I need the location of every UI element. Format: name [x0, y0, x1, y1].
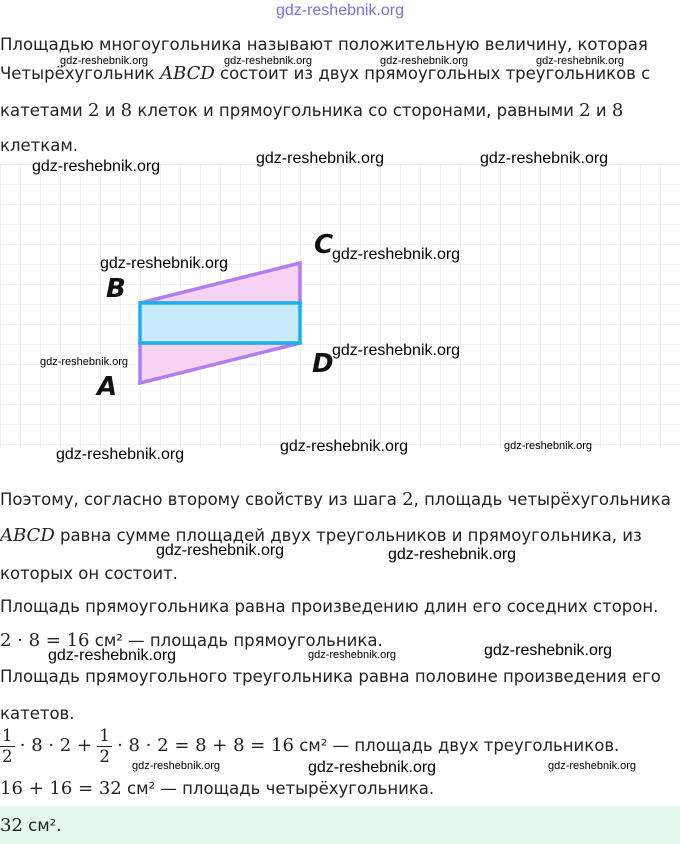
middle-rectangle: [140, 303, 300, 343]
answer-box: [0, 806, 680, 844]
answer-unit: см².: [28, 816, 62, 835]
watermark: gdz-reshebnik.org: [100, 255, 229, 272]
watermark: gdz-reshebnik.org: [536, 55, 625, 67]
watermark: gdz-reshebnik.org: [280, 438, 409, 455]
watermark: gdz-reshebnik.org: [156, 542, 285, 559]
quad-name: ABCD: [160, 63, 215, 84]
watermark: gdz-reshebnik.org: [56, 446, 185, 463]
watermark: gdz-reshebnik.org: [224, 55, 313, 67]
fraction-1-den: 2: [2, 747, 13, 766]
site-title[interactable]: gdz-reshebnik.org: [275, 2, 405, 19]
fraction-2-den: 2: [99, 747, 110, 766]
fraction-2: [97, 726, 112, 767]
watermark: gdz-reshebnik.org: [332, 342, 461, 359]
side-2: 2: [579, 100, 591, 121]
vertex-a-label: A: [97, 372, 118, 402]
paragraph1-line2: [0, 64, 650, 84]
fraction-2-num: 1: [99, 726, 110, 745]
watermark: gdz-reshebnik.org: [132, 760, 221, 772]
answer-value: 32: [0, 815, 23, 836]
watermark: gdz-reshebnik.org: [32, 158, 161, 175]
watermark: gdz-reshebnik.org: [380, 55, 469, 67]
paragraph1-line3-b: клеток и прямоугольника со сторонами, равными: [137, 101, 574, 120]
watermark: gdz-reshebnik.org: [548, 760, 637, 772]
paragraph4-line2: катетов.: [0, 704, 75, 723]
total-formula: 16 + 16 = 32: [0, 778, 122, 799]
watermark: gdz-reshebnik.org: [388, 546, 517, 563]
leg-8: 8: [120, 100, 133, 121]
watermark: gdz-reshebnik.org: [40, 356, 129, 368]
side-8: 8: [611, 100, 624, 121]
figure-grid: [0, 164, 680, 448]
grid-background: [0, 164, 680, 448]
watermark: gdz-reshebnik.org: [484, 642, 613, 659]
step-number: 2: [402, 489, 414, 510]
watermark: gdz-reshebnik.org: [504, 440, 593, 452]
rect-area-suffix: см² — площадь прямоугольника.: [94, 631, 383, 650]
fraction-1: [0, 726, 15, 767]
fraction-1-num: 1: [2, 726, 13, 745]
paragraph3-text: Площадь прямоугольника равна произведению длин его соседних сторон.: [0, 597, 659, 616]
paragraph1-line2-suffix: состоит из двух прямоугольных треугольников с: [220, 64, 651, 83]
watermark: gdz-reshebnik.org: [48, 647, 177, 664]
paragraph1-line3-a: катетами: [0, 101, 83, 120]
paragraph1-line3: [0, 101, 623, 121]
watermark: gdz-reshebnik.org: [480, 150, 609, 167]
and-word: и: [104, 101, 116, 120]
total-suffix: см² — площадь четырёхугольника.: [127, 779, 435, 798]
paragraph2-line1-suffix: , площадь четырёхугольника: [413, 490, 671, 509]
vertex-c-label: C: [314, 230, 334, 260]
paragraph2-line2: [0, 526, 642, 546]
paragraph4-line1: Площадь прямоугольного треугольника равна половине произведения его: [0, 667, 661, 686]
paragraph2-line1-prefix: Поэтому, согласно второму свойству из шага: [0, 490, 397, 509]
paragraph2-line1: [0, 490, 671, 510]
watermark: gdz-reshebnik.org: [308, 649, 397, 661]
paragraph1-line2-prefix: Четырёхугольник: [0, 64, 155, 83]
paragraph2-line2-suffix: равна сумме площадей двух треугольников и прямоугольника, из: [60, 526, 642, 545]
quad-name-2: ABCD: [0, 525, 55, 546]
watermark: gdz-reshebnik.org: [332, 246, 461, 263]
vertex-b-label: B: [106, 274, 126, 304]
triangles-formula-part1: · 8 · 2 +: [19, 735, 93, 756]
watermark: gdz-reshebnik.org: [308, 759, 437, 776]
answer-line: [0, 816, 62, 836]
paragraph2-line3: которых он состоит.: [0, 564, 178, 583]
paragraph1-line4: клеткам.: [0, 136, 79, 155]
leg-2: 2: [87, 100, 100, 121]
vertex-d-label: D: [312, 349, 334, 379]
rect-area-formula: 2 · 8 = 16: [0, 630, 90, 651]
and-word-2: и: [595, 101, 607, 120]
paragraph1-line1: Площадью многоугольника называют положительную величину, которая: [0, 35, 648, 54]
total-formula-line: [0, 779, 434, 799]
triangles-formula-part2: · 8 · 2 = 8 + 8 = 16: [117, 735, 294, 756]
watermark: gdz-reshebnik.org: [60, 55, 149, 67]
watermark: gdz-reshebnik.org: [256, 150, 385, 167]
triangles-formula-suffix: см² — площадь двух треугольников.: [299, 736, 620, 755]
